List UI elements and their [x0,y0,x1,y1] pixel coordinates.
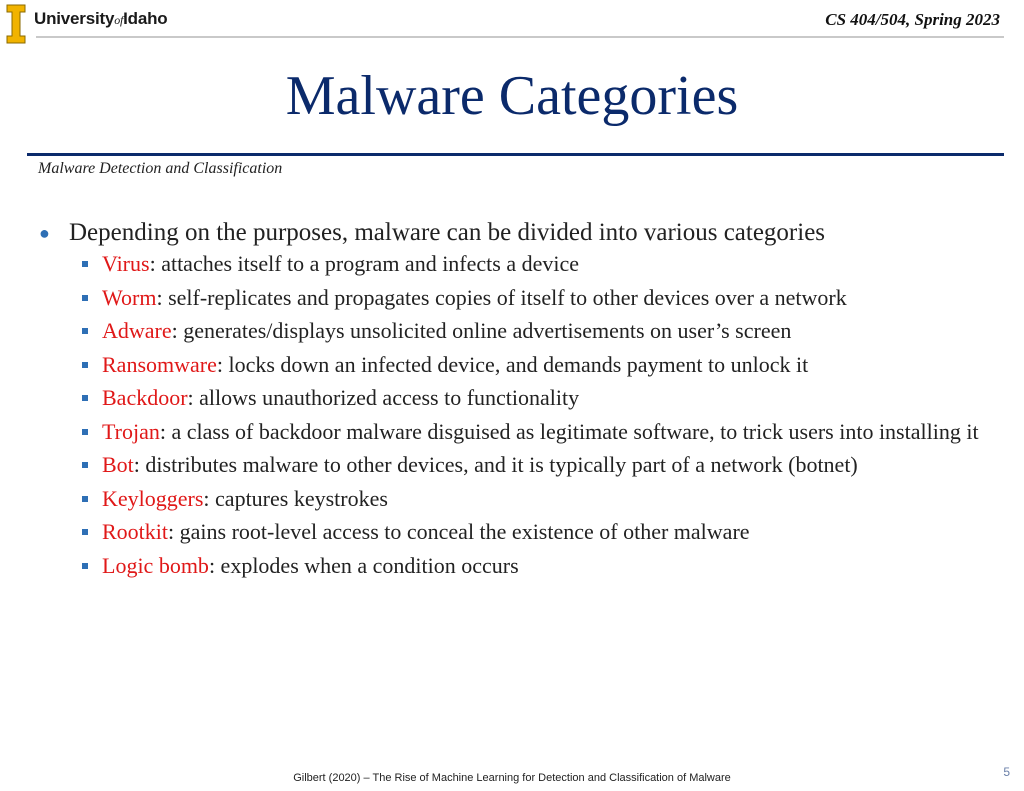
category-desc: : explodes when a condition occurs [208,552,519,578]
header-divider [36,36,1004,38]
category-desc: : self-replicates and propagates copies of itself to other devices over a network [156,284,847,310]
footer-citation: Gilbert (2020) – The Rise of Machine Learning for Detection and Classification of Malware [293,772,731,784]
title-divider [27,153,1004,156]
list-item [80,485,997,512]
list-item [80,552,997,579]
logo-wordmark [34,9,167,29]
category-term: Backdoor [102,385,188,410]
category-term: Rootkit [102,519,169,544]
course-label: CS 404/504, Spring 2023 [825,10,1000,29]
square-bullet-icon [80,552,102,579]
list-item [80,351,997,378]
category-term: Ransomware [102,351,217,377]
main-bullet [37,218,997,248]
slide-content [37,218,997,585]
list-item [80,451,997,478]
logo-text-of: of [114,13,124,27]
university-logo [6,4,167,44]
category-term: Trojan [102,418,160,444]
list-item [80,384,997,411]
slide-title: Malware Categories [285,65,739,127]
category-desc: : locks down an infected device, and demands payment to unlock it [216,351,809,377]
slide-subtitle: Malware Detection and Classification [38,160,283,177]
logo-text-university: University [34,9,115,28]
list-item [80,418,997,445]
category-desc: : captures keystrokes [203,485,388,511]
square-bullet-icon [80,384,102,411]
list-item [80,518,997,545]
list-item [80,250,997,277]
category-term: Virus [102,251,150,276]
category-desc: : allows unauthorized access to functionality [187,385,580,410]
square-bullet-icon [80,518,102,545]
logo-text-idaho: Idaho [123,9,168,28]
category-desc: : a class of backdoor malware disguised as legitimate software, to trick users into installing it [159,418,979,444]
square-bullet-icon [80,351,102,378]
square-bullet-icon [80,418,102,445]
square-bullet-icon [80,451,102,478]
bullet-dot-icon: ● [39,223,50,243]
square-bullet-icon [80,250,102,277]
category-desc: : attaches itself to a program and infects a device [149,251,580,276]
category-term: Worm [102,284,157,310]
category-desc: : gains root-level access to conceal the existence of other malware [168,519,750,544]
main-bullet-text: Depending on the purposes, malware can be divided into various categories [69,219,826,246]
category-term: Bot [102,452,134,477]
category-desc: : distributes malware to other devices, and it is typically part of a network (botnet) [133,452,858,477]
category-term: Adware [102,318,172,343]
page-number: 5 [1003,765,1010,779]
square-bullet-icon [80,317,102,344]
category-term: Keyloggers [102,485,204,511]
category-list [37,250,997,579]
category-term: Logic bomb [102,552,209,578]
list-item [80,284,997,311]
square-bullet-icon [80,284,102,311]
square-bullet-icon [80,485,102,512]
idaho-i-logo-icon [6,4,26,44]
list-item [80,317,997,344]
category-desc: : generates/displays unsolicited online advertisements on user’s screen [171,318,792,343]
